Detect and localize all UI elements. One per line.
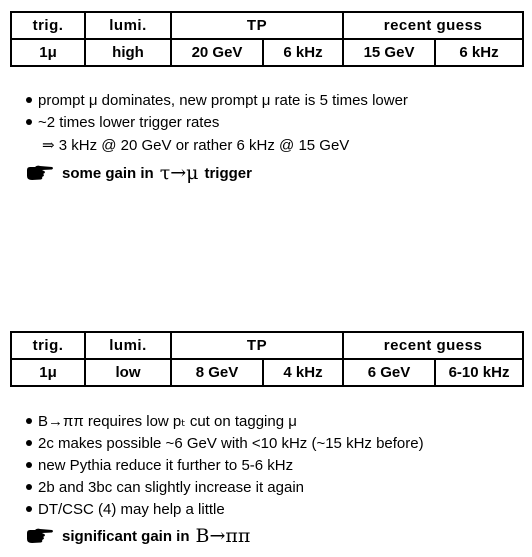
bullet-item: 2b and 3bc can slightly increase it again (26, 477, 424, 499)
bullet-item: 2c makes possible ~6 GeV with <10 kHz (~15 kHz before) (26, 433, 424, 455)
header-lumi: lumi. (85, 332, 171, 359)
bullet-item: new Pythia reduce it further to 5-6 kHz (26, 455, 424, 477)
trigger-table-high-lumi (10, 11, 524, 67)
bullet-icon (26, 97, 32, 103)
cell-tp-rate: 4 kHz (263, 359, 343, 386)
bullet-icon (26, 506, 32, 512)
cell-tp-energy: 8 GeV (171, 359, 263, 386)
implies-arrow-icon: ⇒ (42, 136, 55, 154)
bullet-item: B→ππ requires low pₜ cut on tagging μ (26, 411, 424, 433)
bullet-icon (26, 119, 32, 125)
header-lumi: lumi. (85, 12, 171, 39)
header-tp: TP (171, 12, 343, 39)
cell-recent-energy: 6 GeV (343, 359, 435, 386)
bullet-icon (26, 440, 32, 446)
cell-recent-energy: 15 GeV (343, 39, 435, 66)
bullet-item: prompt μ dominates, new prompt μ rate is 5 times lower (26, 90, 408, 112)
cell-tp-rate: 6 kHz (263, 39, 343, 66)
bullet-icon (26, 418, 32, 424)
bullet-item: ~2 times lower trigger rates (26, 112, 408, 134)
conclusion-high-lumi: some gain in τ→μ trigger (26, 162, 252, 184)
header-recent-guess: recent guess (343, 332, 523, 359)
bullet-subitem: ⇒ 3 kHz @ 20 GeV or rather 6 kHz @ 15 GeV (42, 136, 350, 154)
cell-recent-rate: 6-10 kHz (435, 359, 523, 386)
conclusion-low-lumi: significant gain in B→ππ (26, 525, 250, 547)
cell-lumi: low (85, 359, 171, 386)
pointing-hand-icon (26, 165, 54, 181)
bullet-list-low-lumi (26, 411, 424, 521)
cell-lumi: high (85, 39, 171, 66)
header-tp: TP (171, 332, 343, 359)
pointing-hand-icon (26, 528, 54, 544)
header-trig: trig. (11, 12, 85, 39)
trigger-table-low-lumi (10, 331, 524, 387)
bullet-icon (26, 462, 32, 468)
cell-tp-energy: 20 GeV (171, 39, 263, 66)
cell-recent-rate: 6 kHz (435, 39, 523, 66)
header-trig: trig. (11, 332, 85, 359)
cell-trig: 1μ (11, 39, 85, 66)
header-recent-guess: recent guess (343, 12, 523, 39)
bullet-item: DT/CSC (4) may help a little (26, 499, 424, 521)
bullet-icon (26, 484, 32, 490)
bullet-list-high-lumi (26, 90, 408, 157)
cell-trig: 1μ (11, 359, 85, 386)
